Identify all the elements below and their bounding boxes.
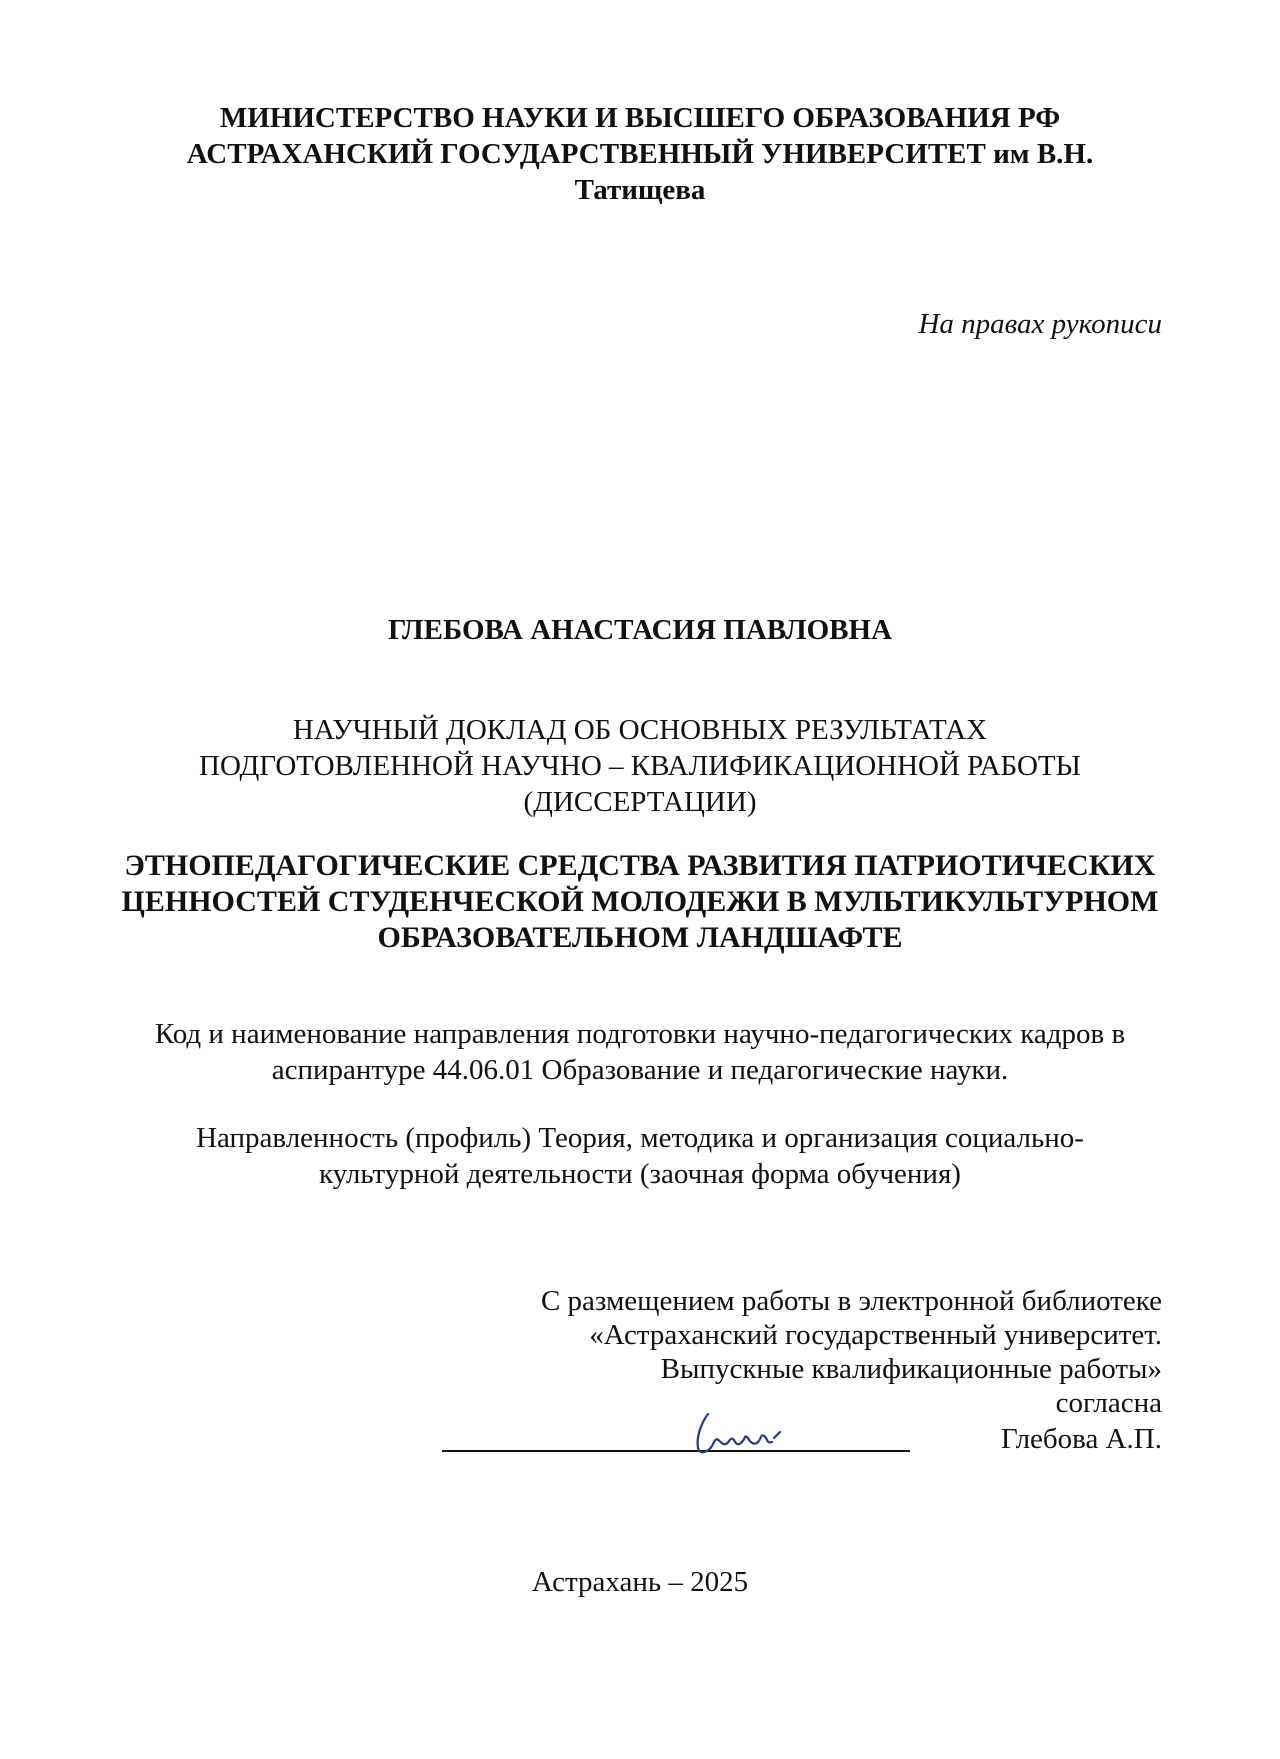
manuscript-note: На правах рукописи: [918, 308, 1162, 340]
signer-name: Глебова А.П.: [1000, 1423, 1162, 1455]
program-profile-line-1: Направленность (профиль) Теория, методика и организация социально-: [196, 1122, 1084, 1154]
report-type-line-3: (ДИССЕРТАЦИИ): [523, 786, 757, 818]
author-name: ГЛЕБОВА АНАСТАСИЯ ПАВЛОВНА: [387, 614, 893, 646]
program-code-line-2: аспирантуре 44.06.01 Образование и педагогические науки.: [271, 1054, 1009, 1086]
report-type-line-1: НАУЧНЫЙ ДОКЛАД ОБ ОСНОВНЫХ РЕЗУЛЬТАТАХ: [292, 714, 988, 746]
report-type-line-2: ПОДГОТОВЛЕННОЙ НАУЧНО – КВАЛИФИКАЦИОННОЙ РАБОТЫ: [199, 750, 1081, 782]
signature-line: [442, 1450, 910, 1452]
title-line-1: ЭТНОПЕДАГОГИЧЕСКИЕ СРЕДСТВА РАЗВИТИЯ ПАТРИОТИЧЕСКИХ: [124, 849, 1156, 882]
city-year: Астрахань – 2025: [531, 1566, 749, 1598]
consent-line-1: С размещением работы в электронной библиотеке: [540, 1285, 1162, 1317]
signature-row: [442, 1418, 1162, 1458]
header-line-2: АСТРАХАНСКИЙ ГОСУДАРСТВЕННЫЙ УНИВЕРСИТЕТ им В.Н.: [186, 138, 1094, 170]
title-line-3: ОБРАЗОВАТЕЛЬНОМ ЛАНДШАФТЕ: [377, 921, 903, 954]
header-line-3: Татищева: [574, 174, 706, 206]
program-code-line-1: Код и наименование направления подготовки научно-педагогических кадров в: [154, 1018, 1126, 1050]
header-line-1: МИНИСТЕРСТВО НАУКИ И ВЫСШЕГО ОБРАЗОВАНИЯ РФ: [219, 102, 1061, 134]
title-line-2: ЦЕННОСТЕЙ СТУДЕНЧЕСКОЙ МОЛОДЕЖИ В МУЛЬТИКУЛЬТУРНОМ: [121, 885, 1159, 918]
report-type: [0, 712, 1280, 820]
handwritten-signature: [690, 1408, 786, 1458]
dissertation-title: [0, 848, 1280, 956]
consent-line-3: Выпускные квалификационные работы»: [660, 1353, 1162, 1385]
program-profile: [0, 1120, 1280, 1192]
library-consent: [442, 1284, 1162, 1420]
ministry-header: [0, 100, 1280, 208]
consent-line-4: согласна: [1055, 1387, 1162, 1419]
program-profile-line-2: культурной деятельности (заочная форма обучения): [319, 1158, 961, 1190]
consent-line-2: «Астраханский государственный университет.: [589, 1319, 1162, 1351]
program-code: [0, 1016, 1280, 1088]
